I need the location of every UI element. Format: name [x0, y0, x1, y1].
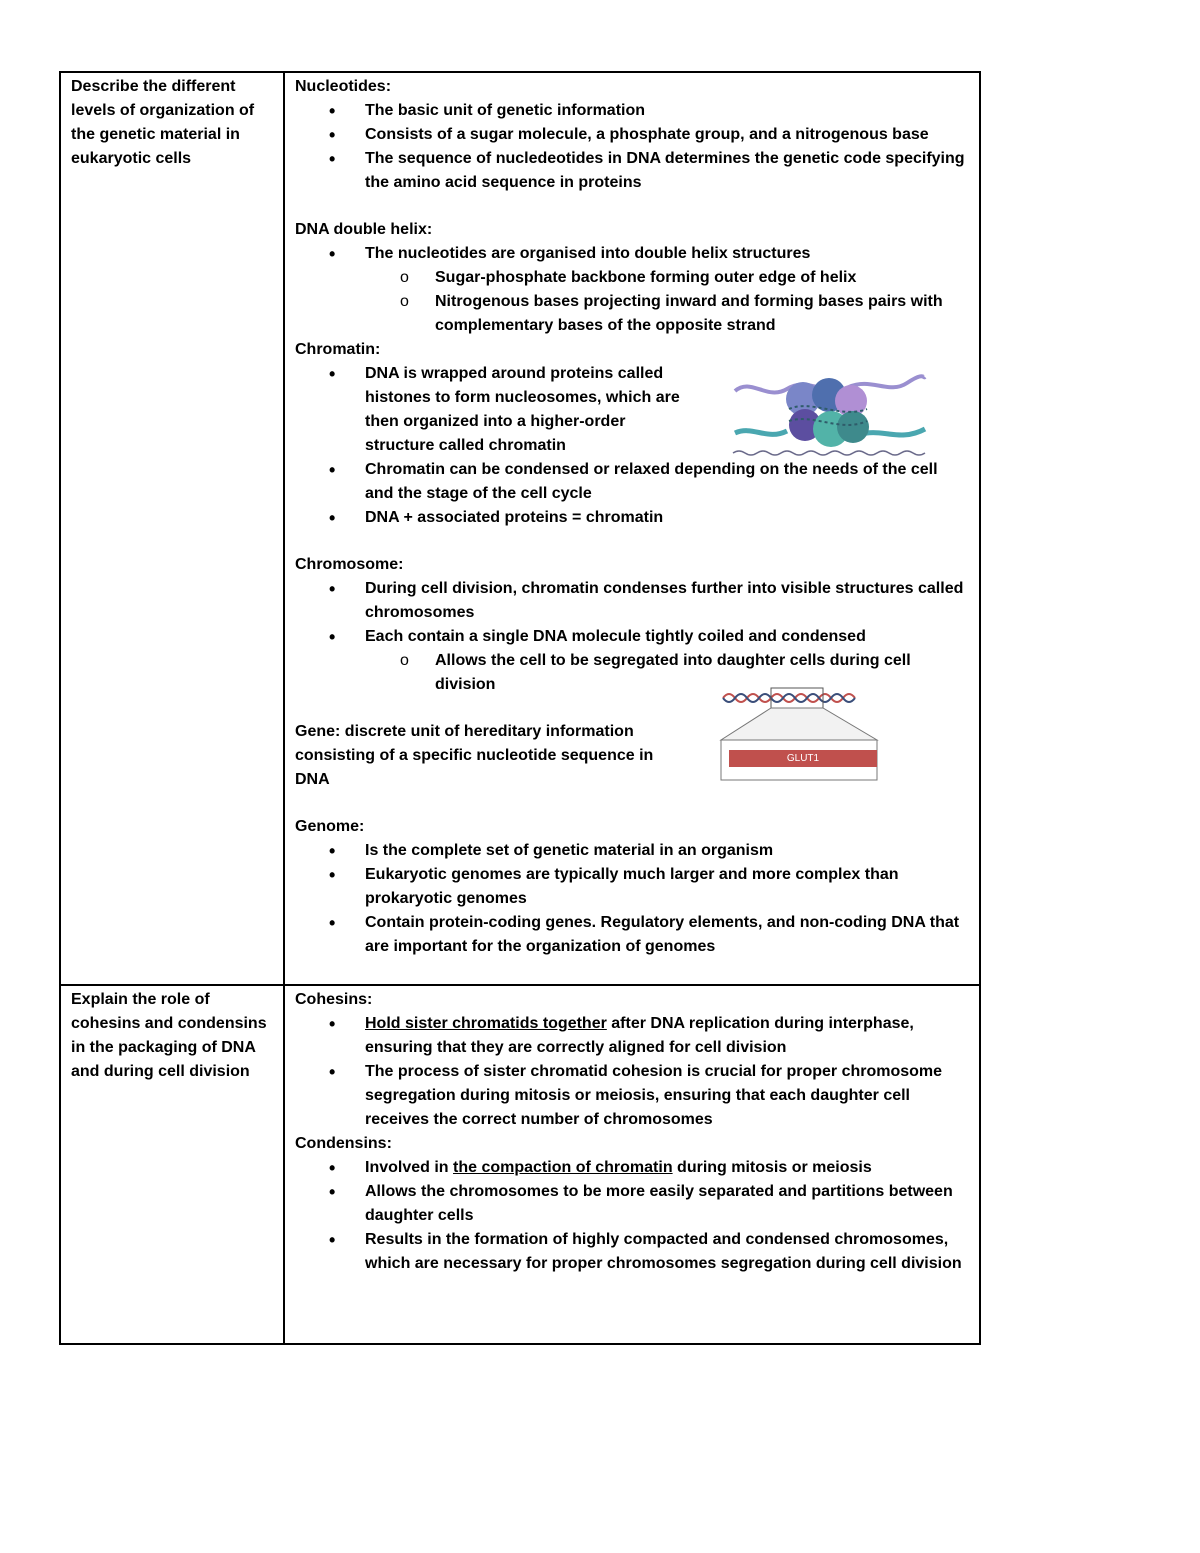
gene-diagram	[719, 684, 887, 784]
list-item: • The process of sister chromatid cohesion is crucial for proper chromosome segregation during mitosis or meiosis, ensuring that each daughter cell receives the correct number of chromosomes	[295, 1060, 969, 1132]
bullet-list	[295, 577, 969, 697]
list-item: • Is the complete set of genetic material in an organism	[295, 839, 969, 863]
underlined-text: Hold sister chromatids together	[365, 1015, 607, 1032]
question-text: Explain the role of cohesins and condensins in the packaging of DNA and during cell division	[71, 991, 267, 1080]
answer-cell	[284, 72, 980, 985]
list-item-text: after DNA replication during interphase, ensuring that they are correctly aligned for cell division	[365, 1015, 914, 1056]
question-cell	[60, 72, 284, 985]
list-item: • The basic unit of genetic information	[295, 99, 969, 123]
bullet-list	[295, 1156, 969, 1276]
list-item: • DNA is wrapped around proteins called histones to form nucleosomes, which are then organized into a higher-order structure called chromatin	[295, 362, 695, 458]
bullet-list	[295, 839, 969, 959]
section-heading-genome: Genome:	[295, 818, 365, 835]
list-item: • Results in the formation of highly compacted and condensed chromosomes, which are necessary for proper chromosomes segregation during cell division	[295, 1228, 969, 1276]
nucleosome-diagram	[731, 369, 931, 461]
list-item: • The nucleotides are organised into double helix structures	[295, 242, 969, 266]
gene-definition: Gene: discrete unit of hereditary information consisting of a specific nucleotide sequence in DNA	[295, 723, 654, 788]
list-item: • Contain protein-coding genes. Regulatory elements, and non-coding DNA that are important for the organization of genomes	[295, 911, 969, 959]
underlined-text: the compaction of chromatin	[453, 1159, 673, 1176]
list-item: • Consists of a sugar molecule, a phosphate group, and a nitrogenous base	[295, 123, 969, 147]
question-text: Describe the different levels of organization of the genetic material in eukaryotic cells	[71, 78, 255, 167]
list-item: • During cell division, chromatin condenses further into visible structures called chromosomes	[295, 577, 969, 625]
question-cell	[60, 985, 284, 1344]
sub-list-item: o Allows the cell to be segregated into daughter cells during cell division	[295, 649, 969, 697]
list-item-text: Involved in	[365, 1159, 454, 1176]
list-item: • Eukaryotic genomes are typically much larger and more complex than prokaryotic genomes	[295, 863, 969, 911]
study-notes-table	[59, 71, 981, 1345]
table-row	[60, 985, 980, 1344]
section-heading-chromosome: Chromosome:	[295, 556, 404, 573]
sub-list-item: o Nitrogenous bases projecting inward and forming bases pairs with complementary bases of the opposite strand	[295, 290, 969, 338]
list-item-text: during mitosis or meiosis	[672, 1159, 872, 1176]
answer-cell	[284, 985, 980, 1344]
section-heading-helix: DNA double helix:	[295, 221, 433, 238]
bullet-list	[295, 242, 969, 338]
gene-label: GLUT1	[729, 750, 877, 767]
list-item	[295, 1012, 969, 1060]
section-heading-nucleotides: Nucleotides:	[295, 78, 392, 95]
list-item: • Each contain a single DNA molecule tightly coiled and condensed	[295, 625, 969, 649]
list-item: • The sequence of nucledeotides in DNA determines the genetic code specifying the amino acid sequence in proteins	[295, 147, 969, 195]
answer-content	[285, 986, 979, 1276]
sub-list-item: o Sugar-phosphate backbone forming outer edge of helix	[295, 266, 969, 290]
list-item: • Allows the chromosomes to be more easily separated and partitions between daughter cells	[295, 1180, 969, 1228]
bullet-list	[295, 1012, 969, 1132]
section-heading-condensins: Condensins:	[295, 1135, 392, 1152]
answer-content	[285, 73, 979, 959]
list-item	[295, 1156, 969, 1180]
section-heading-chromatin: Chromatin:	[295, 341, 381, 358]
table-row	[60, 72, 980, 985]
list-item: • DNA + associated proteins = chromatin	[295, 506, 969, 530]
bullet-list	[295, 99, 969, 195]
list-item: • Chromatin can be condensed or relaxed depending on the needs of the cell and the stage of the cell cycle	[295, 458, 969, 506]
section-heading-cohesins: Cohesins:	[295, 991, 373, 1008]
